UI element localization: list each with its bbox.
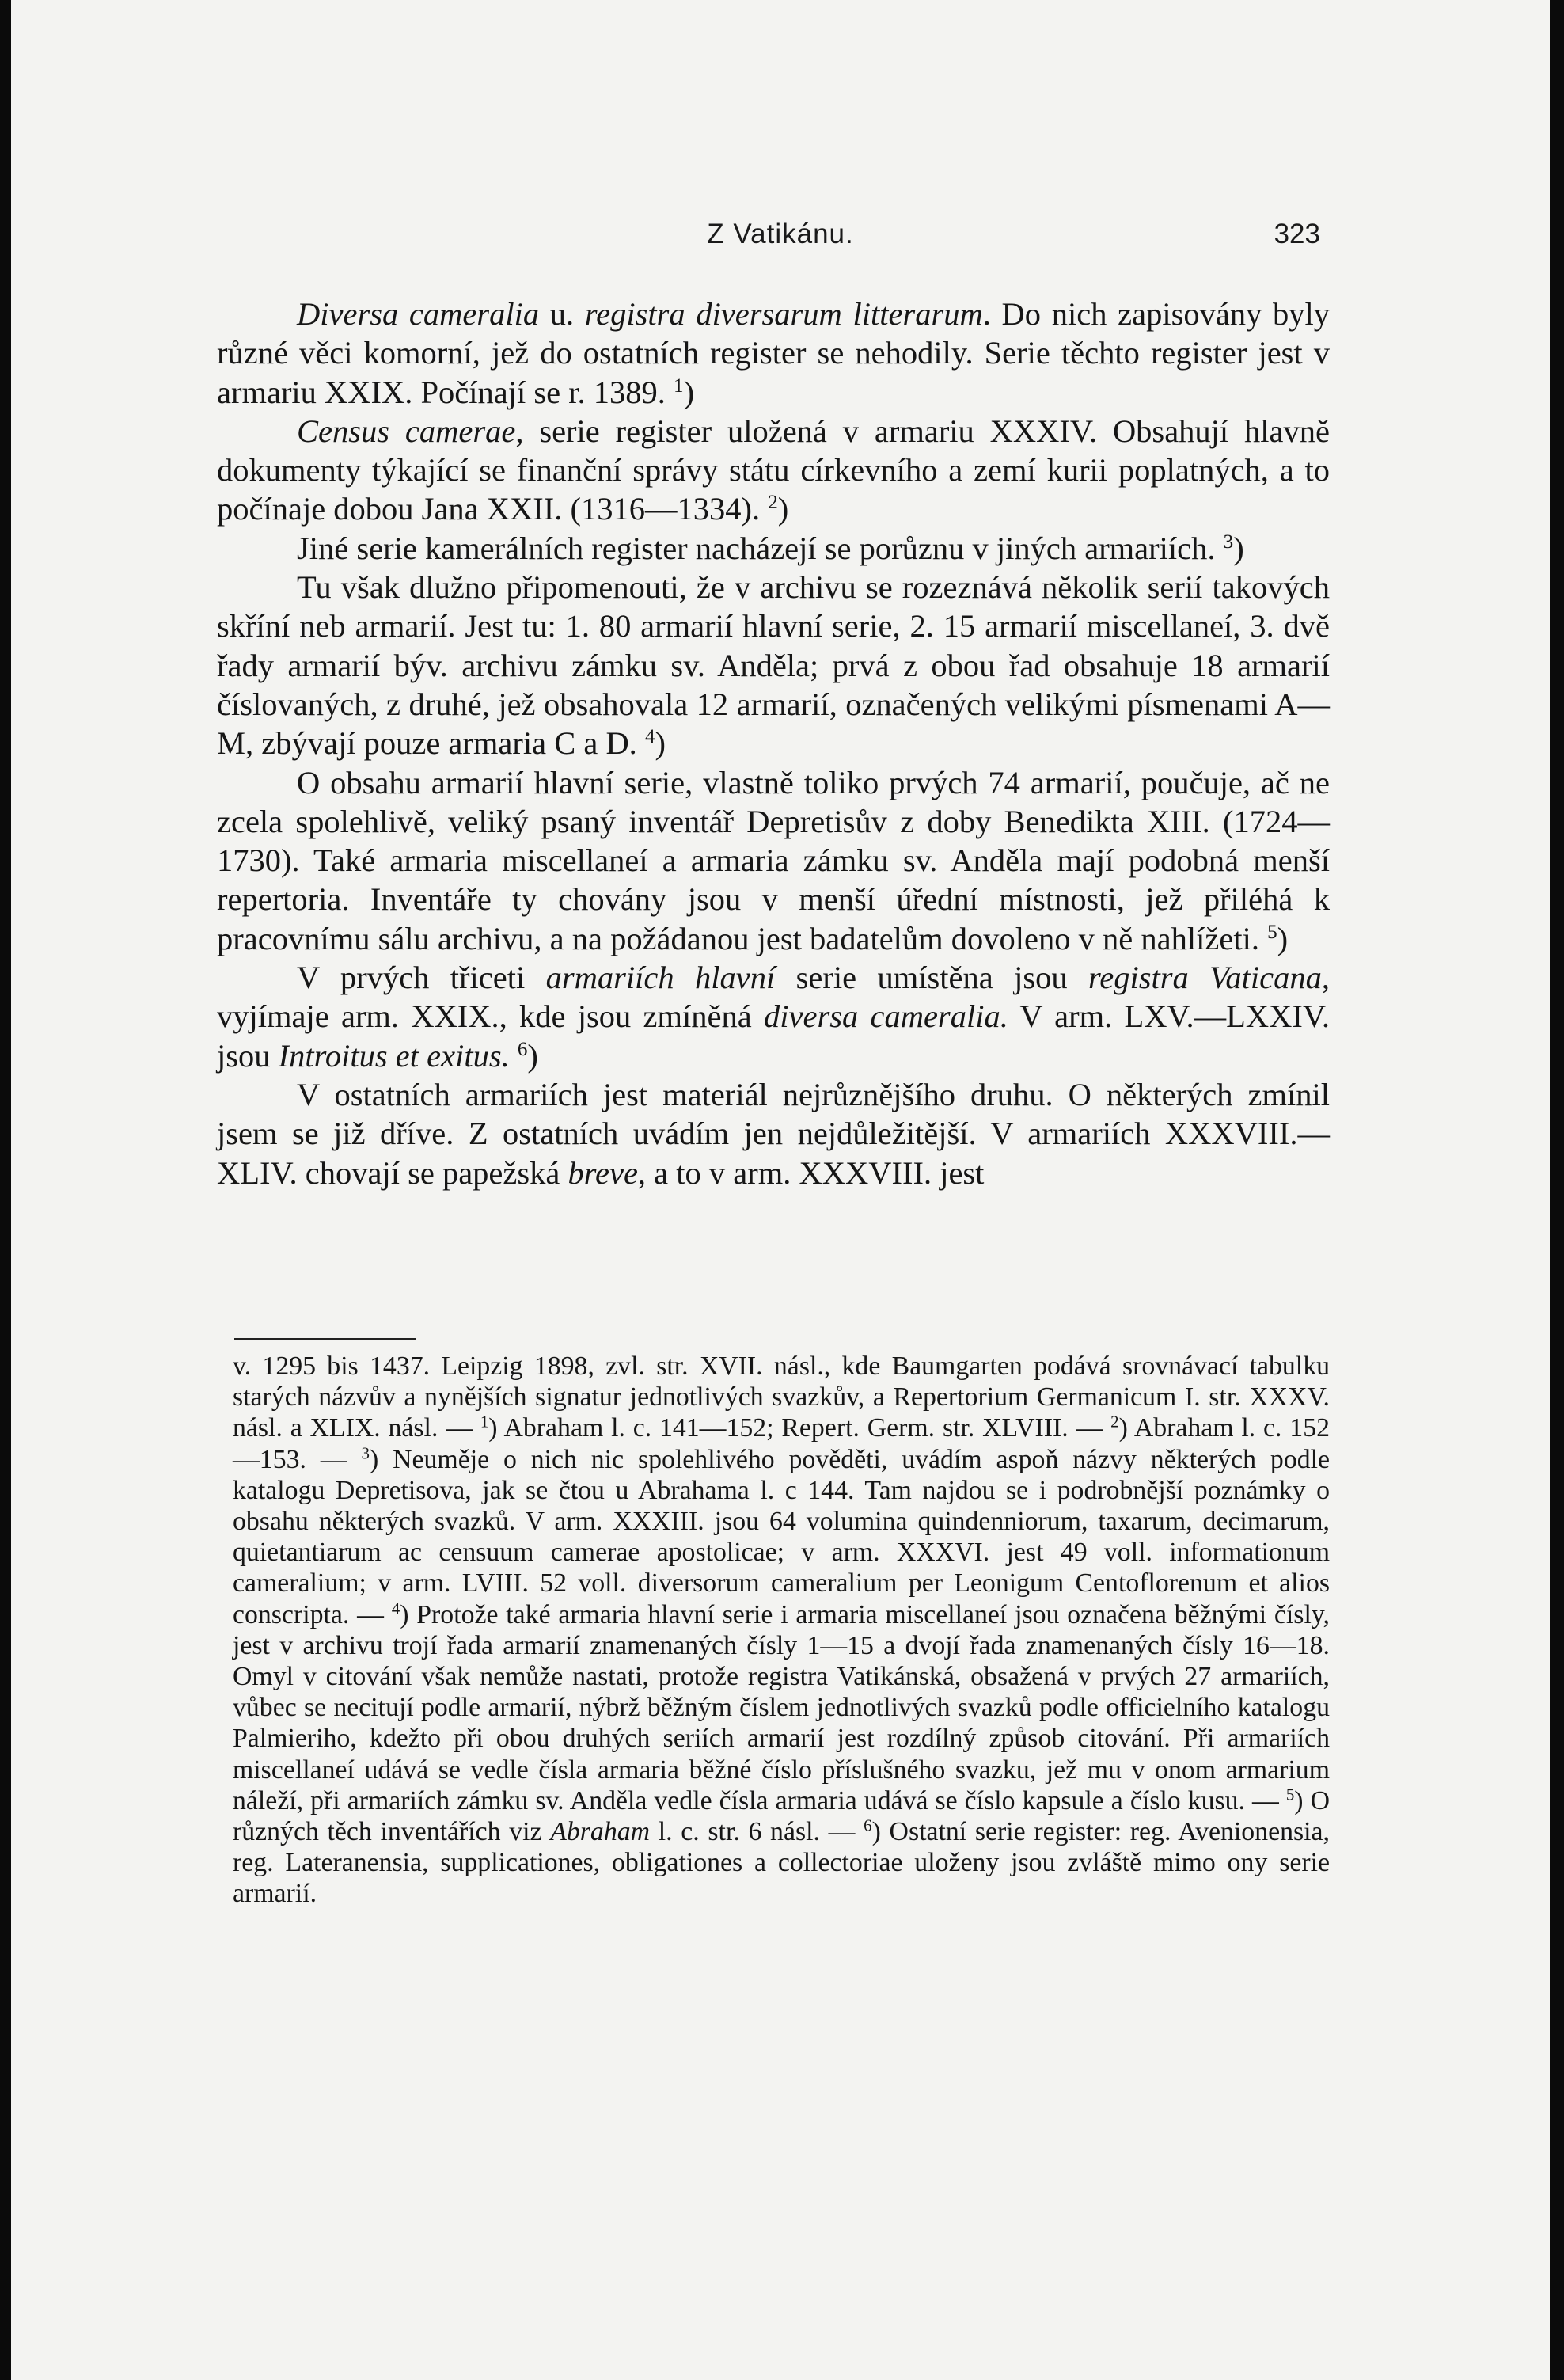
text-run: ): [655, 725, 666, 762]
footnote-divider: [234, 1338, 416, 1340]
footnote-ref: 5: [1267, 921, 1277, 943]
footnote-marker: 6: [864, 1815, 872, 1835]
italic-term: registra diversarum litterarum: [584, 296, 983, 332]
footnote-marker: 1: [480, 1412, 489, 1431]
italic-term: armariích hlavní: [545, 960, 776, 996]
paragraph-diversa-cameralia: [217, 295, 1330, 412]
text-run: serie umístěna jsou: [775, 960, 1088, 996]
paragraph-other-series: [217, 529, 1330, 568]
text-run: Tu však dlužno připomenouti, že v archivu se rozeznává několik serií takových skříní neb armarií. Jest tu: 1. 80 armarií hlavní serie, 2. 15 armarií miscellaneí, 3. dvě řady armarií býv. archivu zámku sv. Anděla; prvá z obou řad obsahuje 18 armarií číslovaných, z druhé, jež obsahovala 12 armarií, označených velikými písmenami A—M, zbývají pouze armaria C a D.: [217, 569, 1330, 762]
text-run: V ostatních armariích jest materiál nejrůznějšího druhu. O některých zmínil jsem se již dříve. Z ostatních uvádím jen nejdůležitější. V armariích XXXVIII.—XLIV. chovají se papežská: [217, 1076, 1330, 1191]
italic-term: Abraham: [550, 1817, 651, 1847]
text-run: V prvých třiceti: [297, 960, 546, 996]
footnote-ref: 1: [674, 374, 684, 397]
text-run: . Do nich zapisovány byly různé věci komorní, jež do ostatních register se nehodily. Serie těchto register jest v armariu XXIX. Počínají se r. 1389.: [217, 296, 1331, 410]
text-run: ) Ostatní serie register: reg. Avenionensia, reg. Lateranensia, supplicationes, obligationes a collectoriae uloženy jsou zvláště mimo ony serie armarií.: [233, 1817, 1330, 1909]
text-run: , a to v arm. XXXVIII. jest: [637, 1154, 985, 1191]
footnote-ref: 4: [644, 726, 655, 748]
running-title: Z Vatikánu.: [707, 219, 854, 249]
text-run: l. c. str. 6 násl. —: [650, 1817, 864, 1847]
footnotes: [233, 1351, 1330, 1910]
page-header: [11, 219, 1550, 258]
text-run: ): [683, 374, 695, 410]
footnote-ref: 6: [517, 1038, 528, 1060]
text-run: ) Protože také armaria hlavní serie i armaria miscellaneí jsou označena běžnými čísly, jest v archivu trojí řada armarií znamenaných čísly 1—15 a dvojí řada znamenaných čísly 16—18. Omyl v citování však nemůže nastati, protože registra Vatikánská, obsažená v prvých 27 armariích, vůbec se necitují podle armarií, nýbrž běžným číslem jednotlivých svazků podle officielního katalogu Palmieriho, kdežto při obou druhých seriích armarií jest rozdílný způsob citování. Při armariích miscellaneí udává se vedle čísla armaria běžné číslo příslušného svazku, jež mu v onom armarium náleží, při armariích zámku sv. Anděla vedle čísla armaria udává se číslo kapsule a číslo kusu. —: [233, 1599, 1330, 1815]
italic-term: registra Vaticana: [1088, 960, 1322, 996]
paragraph-census-camerae: [217, 412, 1330, 529]
page-number: 323: [1274, 219, 1320, 249]
italic-term: Diversa cameralia: [297, 296, 540, 332]
text-run: , serie register uložená v armariu XXXIV. Obsahují hlavně dokumenty týkající se finanční správy státu církevního a zemí kurii poplatných, a to počínaje dobou Jana XXII. (1316—1334).: [217, 413, 1331, 527]
italic-term: breve: [568, 1154, 638, 1191]
footnote-marker: 3: [361, 1443, 370, 1463]
italic-term: Introitus et exitus.: [278, 1037, 510, 1074]
text-run: ) O různých těch inventářích viz: [233, 1785, 1330, 1847]
text-run: ) Neuměje o nich nic spolehlivého pověděti, uvádím aspoň názvy některých podle katalogu Depretisova, jak se čtou u Abrahama l. c 144. Tam najdou se i podrobnější poznámky o obsahu některých svazků. V arm. XXXIII. jsou 64 volumina quindenniorum, taxarum, decimarum, quietantiarum ac censuum camerae apostolicae; v arm. XXXVI. jest 49 voll. informationum cameralium; v arm. LVIII. 52 voll. diversorum cameralium per Leonigum Centoflorenum et alios conscripta. —: [233, 1444, 1331, 1629]
main-text: [217, 295, 1330, 1192]
book-page: [11, 0, 1550, 2380]
text-run: ): [777, 491, 789, 527]
paragraph-other-armaria: [217, 1075, 1330, 1192]
text-run: ): [527, 1037, 538, 1074]
paragraph-inventory: [217, 763, 1330, 958]
text-run: , vyjímaje arm. XXIX., kde jsou zmíněná: [217, 960, 1330, 1035]
italic-term: diversa cameralia.: [764, 998, 1008, 1035]
text-run: ) Abraham l. c. 152—153. —: [233, 1413, 1330, 1474]
footnote-ref: 3: [1223, 530, 1234, 553]
italic-term: Census camerae: [297, 413, 516, 449]
text-run: ): [1233, 530, 1244, 566]
text-run: V arm. LXV.—LXXIV. jsou: [217, 998, 1330, 1074]
paragraph-registra-vaticana: [217, 958, 1330, 1075]
text-run: v. 1295 bis 1437. Leipzig 1898, zvl. str. XVII. násl., kde Baumgarten podává srovnávací tabulku starých názvův a nynějších signatur jednotlivých svazkův, a Repertorium Germanicum I. str. XXXV. násl. a XLIX. násl. —: [233, 1352, 1330, 1443]
footnote-marker: 2: [1110, 1412, 1119, 1431]
text-run: Jiné serie kamerálních register nacházejí se porůznu v jiných armariích.: [297, 530, 1216, 566]
footnote-marker: 4: [391, 1599, 400, 1618]
footnote-block: [233, 1351, 1330, 1910]
text-run: ) Abraham l. c. 141—152; Repert. Germ. str. XLVIII. —: [488, 1413, 1111, 1443]
paragraph-armaria-series: [217, 568, 1330, 762]
text-run: ): [1277, 920, 1289, 956]
text-run: u.: [539, 296, 585, 332]
text-run: O obsahu armarií hlavní serie, vlastně toliko prvých 74 armarií, poučuje, ač ne zcela spolehlivě, veliký psaný inventář Depretisův z doby Benedikta XIII. (1724—1730). Také armaria miscellaneí a armaria zámku sv. Anděla mají podobná menší repertoria. Inventáře ty chovány jsou v menší úřední místnosti, jež přiléhá k pracovnímu sálu archivu, a na požádanou jest badatelům dovoleno v ně nahlížeti.: [217, 764, 1330, 956]
footnote-marker: 5: [1285, 1785, 1295, 1804]
footnote-ref: 2: [768, 492, 778, 514]
